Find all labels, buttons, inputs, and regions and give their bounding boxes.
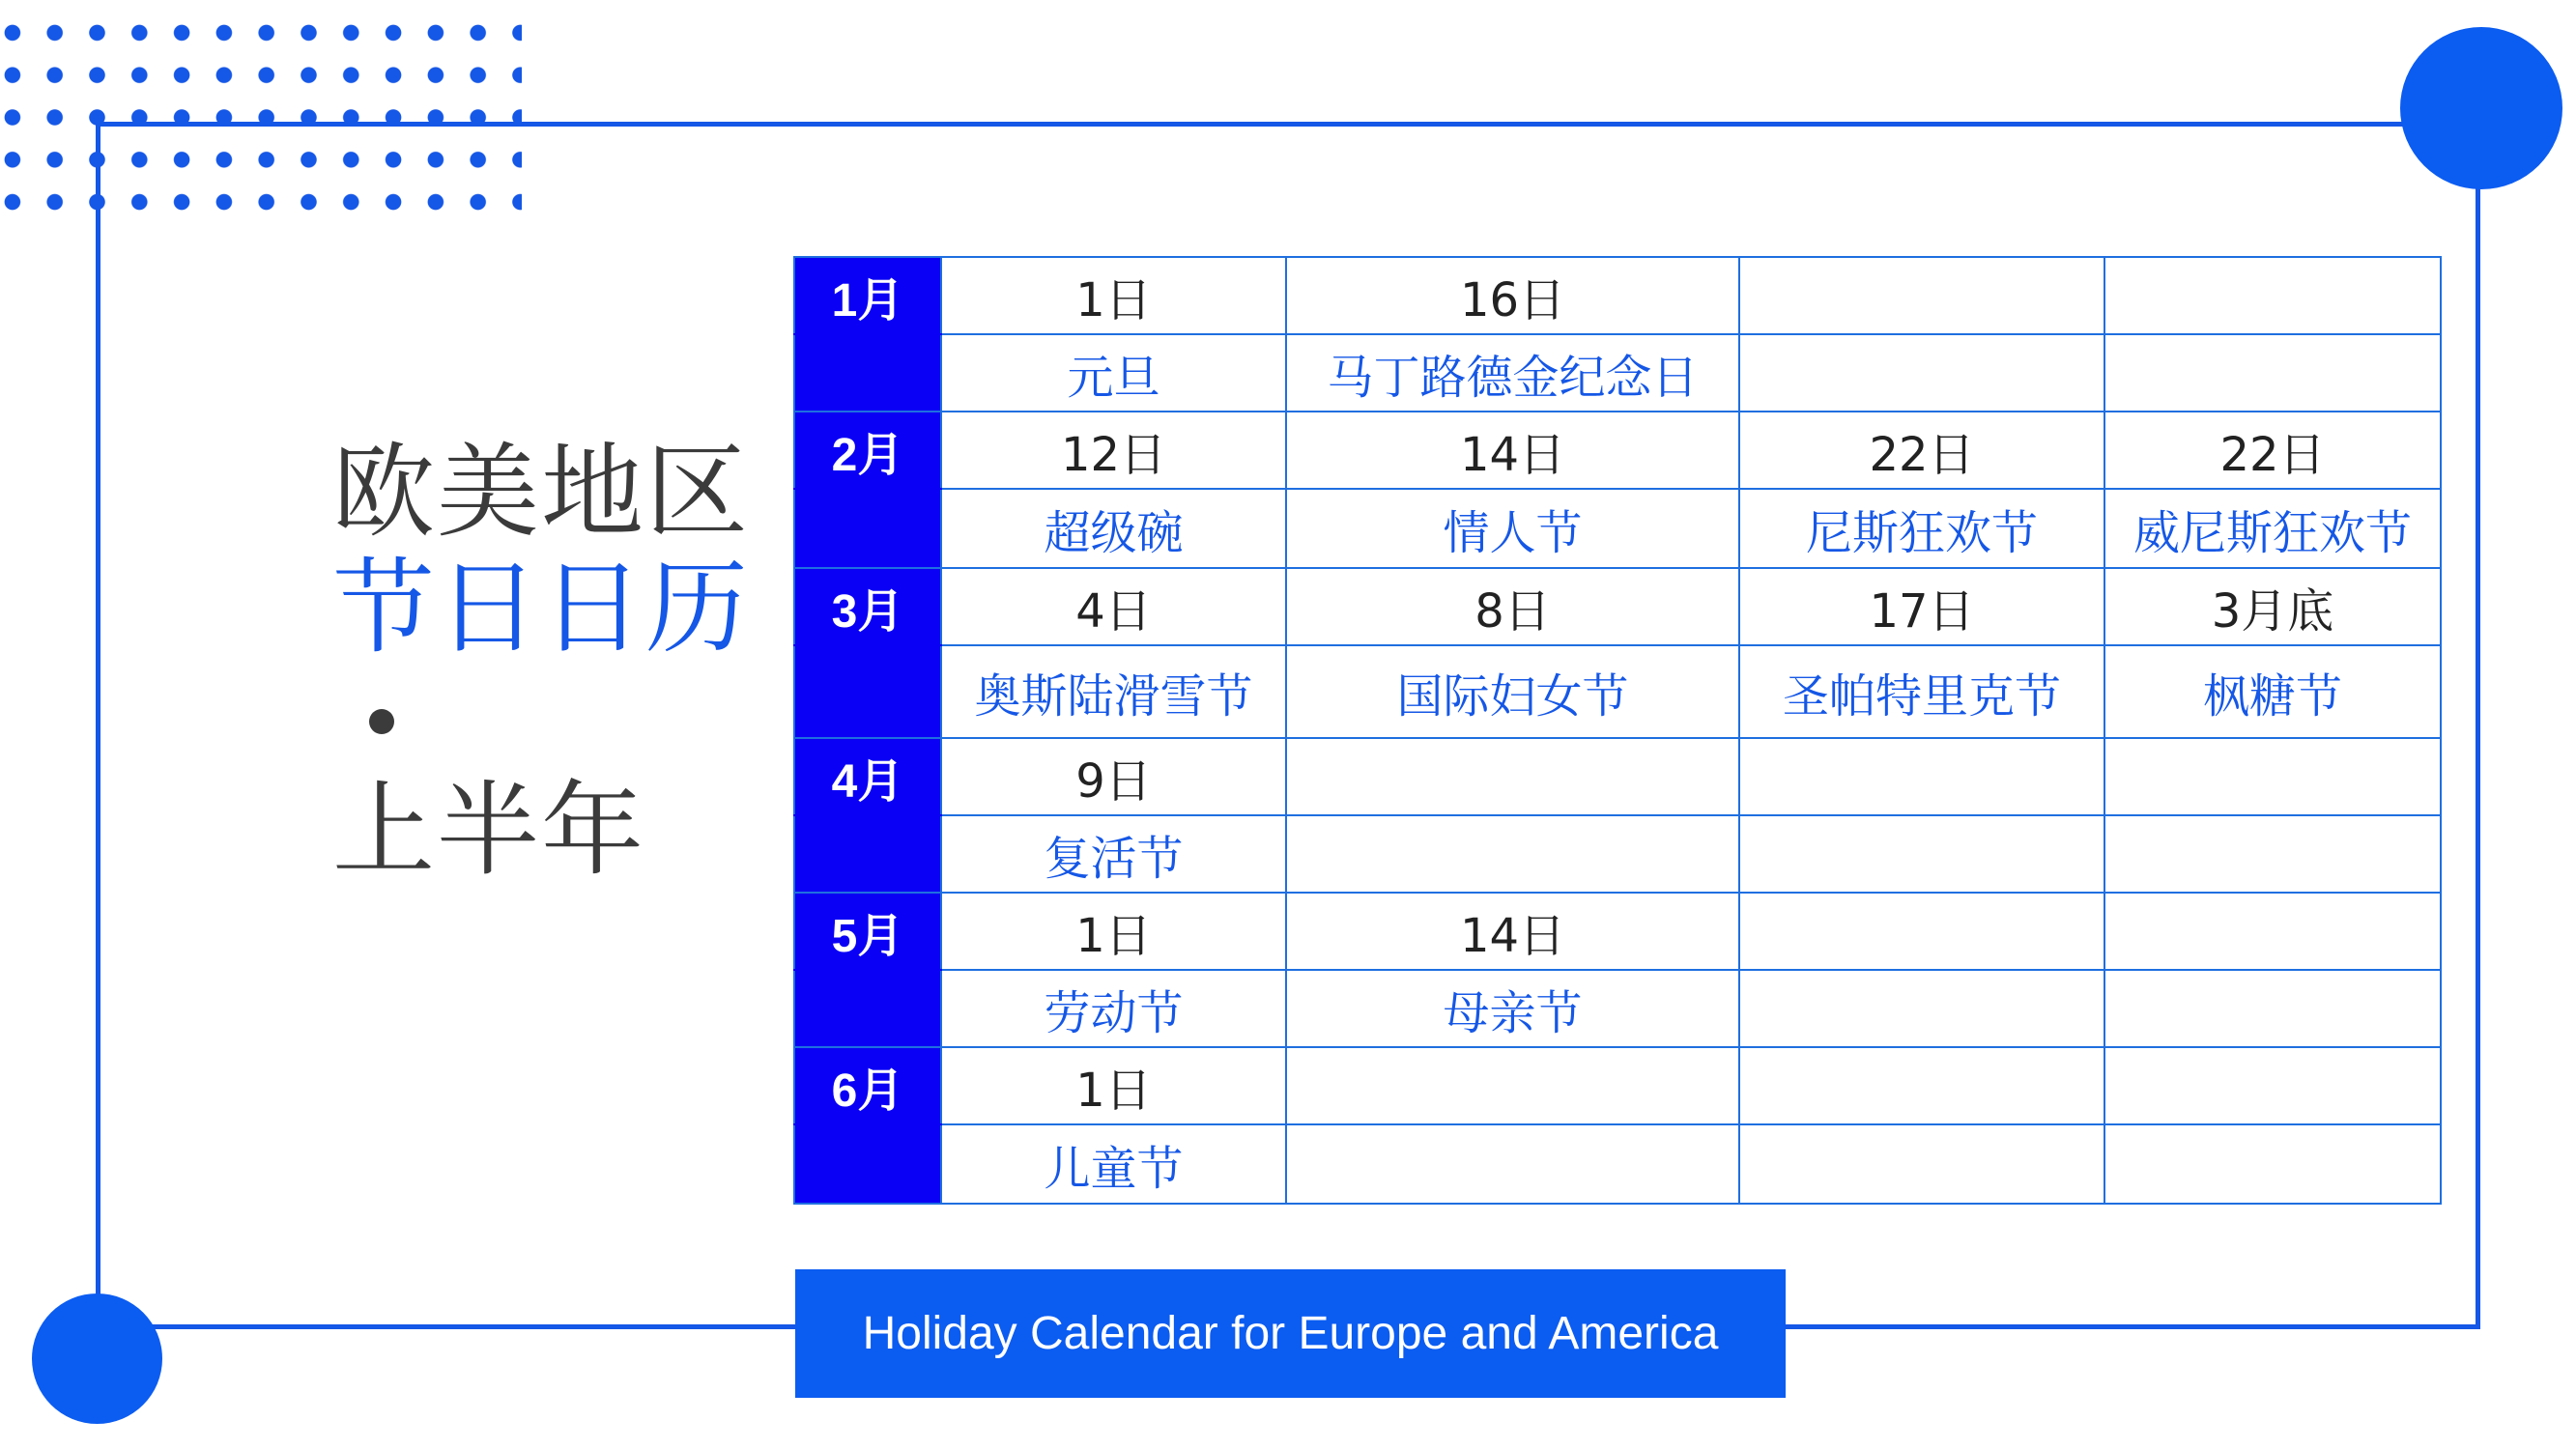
title-line-half-year: 上半年 — [332, 771, 645, 890]
holiday-date-cell: 16日 — [1286, 257, 1739, 334]
holiday-date-cell: 14日 — [1286, 412, 1739, 489]
holiday-name-cell: 尼斯狂欢节 — [1739, 489, 2104, 568]
holiday-name-cell: 儿童节 — [941, 1124, 1286, 1204]
subtitle-banner: Holiday Calendar for Europe and America — [795, 1269, 1786, 1398]
holiday-date-cell — [2104, 893, 2441, 970]
calendar-date-row — [794, 568, 2441, 645]
holiday-name-cell — [1286, 1124, 1739, 1204]
calendar-holiday-row — [794, 1124, 2441, 1204]
month-label: 2月 — [794, 412, 941, 489]
holiday-name-cell — [1739, 815, 2104, 893]
month-column-cell — [794, 1124, 941, 1204]
month-label: 6月 — [794, 1047, 941, 1124]
holiday-name-cell: 威尼斯狂欢节 — [2104, 489, 2441, 568]
holiday-date-cell — [1739, 893, 2104, 970]
holiday-date-cell — [1286, 1047, 1739, 1124]
title-bullet-dot — [369, 709, 394, 734]
month-column-cell — [794, 815, 941, 893]
decorative-circle-top-right — [2400, 27, 2562, 189]
holiday-name-cell — [2104, 334, 2441, 412]
holiday-name-cell — [1739, 334, 2104, 412]
holiday-date-cell: 9日 — [941, 738, 1286, 815]
holiday-name-cell — [1286, 815, 1739, 893]
calendar-holiday-row — [794, 815, 2441, 893]
page-title — [332, 435, 750, 889]
holiday-date-cell: 8日 — [1286, 568, 1739, 645]
calendar-date-row — [794, 893, 2441, 970]
holiday-date-cell: 22日 — [2104, 412, 2441, 489]
holiday-name-cell — [1739, 1124, 2104, 1204]
holiday-name-cell: 母亲节 — [1286, 970, 1739, 1047]
calendar-holiday-row — [794, 489, 2441, 568]
calendar-holiday-row — [794, 970, 2441, 1047]
calendar-date-row — [794, 1047, 2441, 1124]
holiday-name-cell: 枫糖节 — [2104, 645, 2441, 738]
holiday-date-cell: 4日 — [941, 568, 1286, 645]
month-column-cell — [794, 970, 941, 1047]
holiday-date-cell — [1286, 738, 1739, 815]
holiday-date-cell — [1739, 738, 2104, 815]
holiday-name-cell: 超级碗 — [941, 489, 1286, 568]
holiday-name-cell: 国际妇女节 — [1286, 645, 1739, 738]
holiday-name-cell: 圣帕特里克节 — [1739, 645, 2104, 738]
holiday-date-cell — [1739, 1047, 2104, 1124]
month-label: 3月 — [794, 568, 941, 645]
holiday-date-cell — [2104, 738, 2441, 815]
holiday-date-cell — [2104, 1047, 2441, 1124]
holiday-name-cell — [2104, 970, 2441, 1047]
holiday-date-cell: 1日 — [941, 1047, 1286, 1124]
holiday-name-cell: 奥斯陆滑雪节 — [941, 645, 1286, 738]
calendar-date-row — [794, 257, 2441, 334]
holiday-name-cell — [1739, 970, 2104, 1047]
holiday-date-cell: 1日 — [941, 893, 1286, 970]
month-column-cell — [794, 334, 941, 412]
calendar-date-row — [794, 738, 2441, 815]
month-label: 1月 — [794, 257, 941, 334]
holiday-name-cell — [2104, 815, 2441, 893]
title-line-calendar: 节日日历 — [332, 549, 750, 668]
decorative-circle-bottom-left — [32, 1293, 162, 1424]
holiday-name-cell: 情人节 — [1286, 489, 1739, 568]
holiday-date-cell: 14日 — [1286, 893, 1739, 970]
holiday-name-cell — [2104, 1124, 2441, 1204]
holiday-date-cell — [2104, 257, 2441, 334]
holiday-date-cell: 17日 — [1739, 568, 2104, 645]
month-column-cell — [794, 645, 941, 738]
calendar-holiday-row — [794, 645, 2441, 738]
calendar-holiday-row — [794, 334, 2441, 412]
title-line-region: 欧美地区 — [332, 433, 750, 552]
holiday-date-cell: 1日 — [941, 257, 1286, 334]
month-label: 4月 — [794, 738, 941, 815]
holiday-name-cell: 马丁路德金纪念日 — [1286, 334, 1739, 412]
holiday-calendar-table — [793, 256, 2442, 1205]
holiday-name-cell: 元旦 — [941, 334, 1286, 412]
month-label: 5月 — [794, 893, 941, 970]
calendar-date-row — [794, 412, 2441, 489]
holiday-date-cell: 22日 — [1739, 412, 2104, 489]
month-column-cell — [794, 489, 941, 568]
holiday-date-cell: 3月底 — [2104, 568, 2441, 645]
holiday-name-cell: 复活节 — [941, 815, 1286, 893]
holiday-date-cell: 12日 — [941, 412, 1286, 489]
holiday-date-cell — [1739, 257, 2104, 334]
holiday-name-cell: 劳动节 — [941, 970, 1286, 1047]
